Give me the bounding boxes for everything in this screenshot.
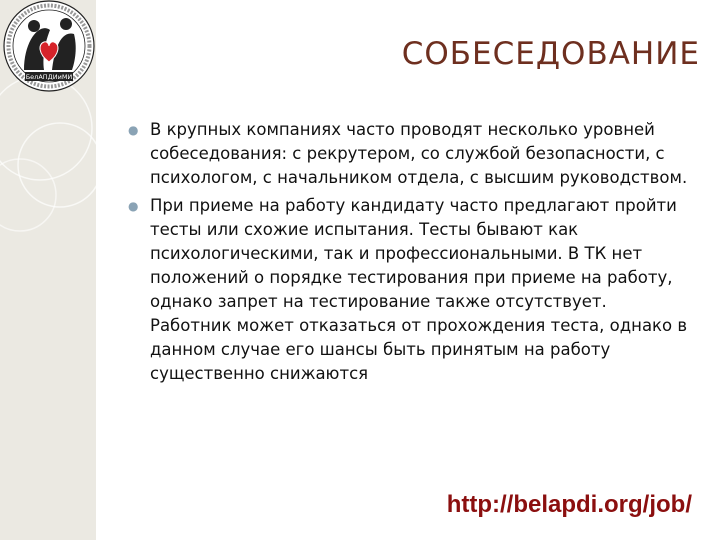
bullet-text: В крупных компаниях часто проводят несколько уровней собеседования: с рекрутером, со службой безопасности, с психологом, с начальником отдела, с высшим руководством. [150,120,688,187]
slide-title: СОБЕСЕДОВАНИЕ [401,36,700,72]
logo-seal-icon [2,0,100,98]
slide-content [128,118,693,390]
bullet-marker-icon: ● [128,199,139,213]
footer-link[interactable]: http://belapdi.org/job/ [446,491,692,518]
bullet-text: При приеме на работу кандидату часто предлагают пройти тесты или схожие испытания. Тесты бывают как психологическими, так и профессиональными. В ТК нет положений о порядке тестирования при приеме на работу, однако запрет на тестирование также отсутствует. Работник может отказаться от прохождения теста, однако в данном случае его шансы быть принятым на работу существенно снижаются [150,196,688,383]
logo-badge-text: БелАПДИиМИ [25,73,73,81]
bullet-item [128,118,693,190]
bullet-marker-icon: ● [128,123,139,137]
bullet-item [128,194,693,386]
organization-logo [2,0,100,98]
